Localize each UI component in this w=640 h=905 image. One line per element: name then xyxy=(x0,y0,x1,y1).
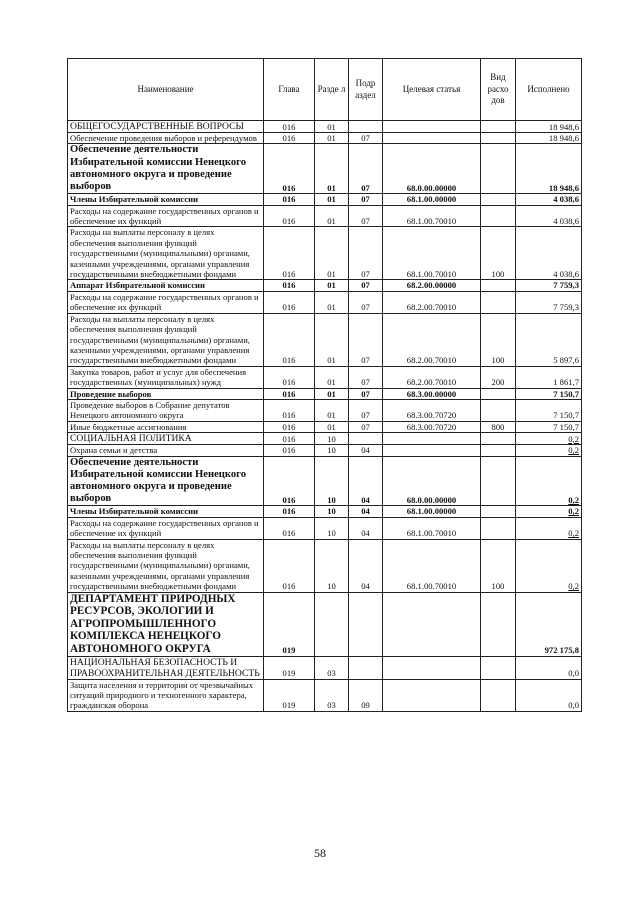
row-vid xyxy=(481,144,516,194)
row-tselevaya: 68.3.00.00000 xyxy=(383,388,481,399)
row-name: Члены Избирательной комиссии xyxy=(68,194,264,205)
row-ispolneno: 7 759,3 xyxy=(516,291,582,313)
row-razdel: 10 xyxy=(315,456,349,506)
row-tselevaya xyxy=(383,656,481,679)
row-glava: 016 xyxy=(264,313,315,366)
row-name: ДЕПАРТАМЕНТ ПРИРОДНЫХ РЕСУРСОВ, ЭКОЛОГИИ И АГРОПРОМЫШЛЕННОГО КОМПЛЕКСА НЕНЕЦКОГО АВТОНОМНОГО ОКРУГА xyxy=(68,592,264,656)
row-ispolneno: 7 150,7 xyxy=(516,399,582,421)
header-tselevaya: Целевая статья xyxy=(383,59,481,121)
table-row xyxy=(68,399,582,421)
row-name: Проведение выборов xyxy=(68,388,264,399)
row-podrazdel: 07 xyxy=(349,313,383,366)
row-razdel: 01 xyxy=(315,313,349,366)
row-ispolneno: 0,2 xyxy=(516,456,582,506)
row-glava: 016 xyxy=(264,366,315,388)
row-ispolneno: 18 948,6 xyxy=(516,133,582,144)
row-name: Расходы на содержание государственных органов и обеспечение их функций xyxy=(68,291,264,313)
table-row xyxy=(68,313,582,366)
row-razdel: 01 xyxy=(315,194,349,205)
row-tselevaya: 68.2.00.70010 xyxy=(383,313,481,366)
row-tselevaya xyxy=(383,592,481,656)
row-ispolneno: 7 759,3 xyxy=(516,280,582,291)
table-row xyxy=(68,227,582,280)
row-ispolneno: 4 038,6 xyxy=(516,227,582,280)
row-podrazdel: 04 xyxy=(349,445,383,456)
row-vid xyxy=(481,205,516,227)
row-glava: 016 xyxy=(264,539,315,592)
row-glava: 016 xyxy=(264,456,315,506)
row-ispolneno: 7 150,7 xyxy=(516,388,582,399)
row-razdel: 01 xyxy=(315,133,349,144)
row-razdel: 10 xyxy=(315,506,349,517)
row-razdel: 10 xyxy=(315,517,349,539)
row-ispolneno: 0,2 xyxy=(516,433,582,445)
row-tselevaya: 68.1.00.70010 xyxy=(383,227,481,280)
row-vid xyxy=(481,291,516,313)
row-ispolneno: 4 038,6 xyxy=(516,205,582,227)
table-row xyxy=(68,433,582,445)
row-ispolneno: 18 948,6 xyxy=(516,121,582,133)
row-tselevaya: 68.1.00.70010 xyxy=(383,517,481,539)
row-razdel: 01 xyxy=(315,144,349,194)
row-razdel: 01 xyxy=(315,280,349,291)
row-vid xyxy=(481,679,516,711)
row-ispolneno: 1 861,7 xyxy=(516,366,582,388)
row-tselevaya: 68.3.00.70720 xyxy=(383,399,481,421)
row-podrazdel: 07 xyxy=(349,291,383,313)
row-podrazdel xyxy=(349,433,383,445)
row-tselevaya: 68.1.00.70010 xyxy=(383,539,481,592)
row-vid xyxy=(481,433,516,445)
row-glava: 016 xyxy=(264,121,315,133)
row-glava: 016 xyxy=(264,227,315,280)
row-ispolneno: 0,2 xyxy=(516,445,582,456)
row-razdel xyxy=(315,592,349,656)
row-podrazdel: 07 xyxy=(349,227,383,280)
row-razdel: 01 xyxy=(315,399,349,421)
row-podrazdel: 04 xyxy=(349,506,383,517)
row-podrazdel xyxy=(349,121,383,133)
row-tselevaya xyxy=(383,121,481,133)
row-glava: 019 xyxy=(264,656,315,679)
row-razdel: 01 xyxy=(315,227,349,280)
row-tselevaya: 68.3.00.70720 xyxy=(383,421,481,432)
row-name: СОЦИАЛЬНАЯ ПОЛИТИКА xyxy=(68,433,264,445)
row-razdel: 01 xyxy=(315,388,349,399)
row-name: Расходы на содержание государственных органов и обеспечение их функций xyxy=(68,517,264,539)
row-ispolneno: 0,0 xyxy=(516,656,582,679)
table-row xyxy=(68,445,582,456)
row-name: Расходы на выплаты персоналу в целях обеспечения выполнения функций государственными (муниципальными) органами, казенными учреждениями, органами управления государственными внебюджетными фондами xyxy=(68,227,264,280)
row-tselevaya xyxy=(383,679,481,711)
row-podrazdel xyxy=(349,592,383,656)
table-row xyxy=(68,366,582,388)
row-glava: 016 xyxy=(264,280,315,291)
header-ispolneno: Исполнено xyxy=(516,59,582,121)
table-row xyxy=(68,592,582,656)
row-ispolneno: 0,2 xyxy=(516,506,582,517)
table-row xyxy=(68,133,582,144)
row-glava: 016 xyxy=(264,194,315,205)
table-row xyxy=(68,517,582,539)
row-glava: 019 xyxy=(264,679,315,711)
row-glava: 016 xyxy=(264,421,315,432)
row-name: Обеспечение деятельности Избирательной комиссии Ненецкого автономного округа и проведение выборов xyxy=(68,144,264,194)
header-vid: Вид расхо дов xyxy=(481,59,516,121)
row-name: Защита населения и территории от чрезвычайных ситуаций природного и техногенного характера, гражданская оборона xyxy=(68,679,264,711)
row-vid xyxy=(481,194,516,205)
row-name: ОБЩЕГОСУДАРСТВЕННЫЕ ВОПРОСЫ xyxy=(68,121,264,133)
row-name: Обеспечение деятельности Избирательной комиссии Ненецкого автономного округа и проведение выборов xyxy=(68,456,264,506)
row-name: Закупка товаров, работ и услуг для обеспечения государственных (муниципальных) нужд xyxy=(68,366,264,388)
row-podrazdel: 07 xyxy=(349,280,383,291)
table-row xyxy=(68,506,582,517)
row-ispolneno: 972 175,8 xyxy=(516,592,582,656)
row-razdel: 10 xyxy=(315,433,349,445)
row-razdel: 01 xyxy=(315,421,349,432)
row-razdel: 01 xyxy=(315,205,349,227)
row-razdel: 03 xyxy=(315,656,349,679)
row-name: Обеспечение проведения выборов и референдумов xyxy=(68,133,264,144)
row-glava: 016 xyxy=(264,144,315,194)
table-row xyxy=(68,388,582,399)
row-podrazdel: 07 xyxy=(349,388,383,399)
row-razdel: 03 xyxy=(315,679,349,711)
table-row xyxy=(68,194,582,205)
row-glava: 016 xyxy=(264,445,315,456)
header-glava: Глава xyxy=(264,59,315,121)
row-glava: 016 xyxy=(264,506,315,517)
budget-table xyxy=(67,58,582,712)
row-ispolneno: 7 150,7 xyxy=(516,421,582,432)
row-glava: 016 xyxy=(264,133,315,144)
row-razdel: 01 xyxy=(315,366,349,388)
row-ispolneno: 5 897,6 xyxy=(516,313,582,366)
row-podrazdel: 09 xyxy=(349,679,383,711)
row-podrazdel: 07 xyxy=(349,133,383,144)
row-glava: 016 xyxy=(264,291,315,313)
row-glava: 016 xyxy=(264,388,315,399)
row-tselevaya xyxy=(383,433,481,445)
row-tselevaya xyxy=(383,133,481,144)
row-vid xyxy=(481,656,516,679)
row-tselevaya: 68.2.00.70010 xyxy=(383,366,481,388)
row-podrazdel: 07 xyxy=(349,421,383,432)
row-tselevaya: 68.2.00.70010 xyxy=(383,291,481,313)
row-vid xyxy=(481,456,516,506)
row-tselevaya: 68.1.00.00000 xyxy=(383,506,481,517)
row-tselevaya: 68.1.00.70010 xyxy=(383,205,481,227)
row-razdel: 10 xyxy=(315,445,349,456)
row-name: Расходы на выплаты персоналу в целях обеспечения выполнения функций государственными (муниципальными) органами, казенными учреждениями, органами управления государственными внебюджетными фондами xyxy=(68,539,264,592)
row-vid xyxy=(481,399,516,421)
row-glava: 016 xyxy=(264,517,315,539)
row-tselevaya xyxy=(383,445,481,456)
header-name: Наименование xyxy=(68,59,264,121)
row-ispolneno: 0,2 xyxy=(516,539,582,592)
row-tselevaya: 68.2.00.00000 xyxy=(383,280,481,291)
row-name: Аппарат Избирательной комиссии xyxy=(68,280,264,291)
row-name: Расходы на содержание государственных органов и обеспечение их функций xyxy=(68,205,264,227)
row-vid: 800 xyxy=(481,421,516,432)
table-row xyxy=(68,539,582,592)
row-podrazdel: 07 xyxy=(349,194,383,205)
row-name: Охрана семьи и детства xyxy=(68,445,264,456)
row-vid xyxy=(481,388,516,399)
row-vid: 100 xyxy=(481,227,516,280)
row-podrazdel: 04 xyxy=(349,456,383,506)
row-vid xyxy=(481,517,516,539)
row-vid: 100 xyxy=(481,539,516,592)
row-vid xyxy=(481,592,516,656)
row-vid xyxy=(481,506,516,517)
row-glava: 016 xyxy=(264,399,315,421)
row-razdel: 01 xyxy=(315,121,349,133)
row-name: Члены Избирательной комиссии xyxy=(68,506,264,517)
row-name: НАЦИОНАЛЬНАЯ БЕЗОПАСНОСТЬ И ПРАВООХРАНИТЕЛЬНАЯ ДЕЯТЕЛЬНОСТЬ xyxy=(68,656,264,679)
row-name: Расходы на выплаты персоналу в целях обеспечения выполнения функций государственными (муниципальными) органами, казенными учреждениями, органами управления государственными внебюджетными фондами xyxy=(68,313,264,366)
table-row xyxy=(68,421,582,432)
table-row xyxy=(68,679,582,711)
row-tselevaya: 68.1.00.00000 xyxy=(383,194,481,205)
row-podrazdel: 07 xyxy=(349,205,383,227)
table-row xyxy=(68,291,582,313)
row-vid xyxy=(481,280,516,291)
row-tselevaya: 68.0.00.00000 xyxy=(383,144,481,194)
row-podrazdel xyxy=(349,656,383,679)
row-ispolneno: 0,0 xyxy=(516,679,582,711)
table-header-row xyxy=(68,59,582,121)
row-vid xyxy=(481,133,516,144)
table-row xyxy=(68,456,582,506)
row-tselevaya: 68.0.00.00000 xyxy=(383,456,481,506)
table-row xyxy=(68,205,582,227)
table-row xyxy=(68,144,582,194)
row-ispolneno: 18 948,6 xyxy=(516,144,582,194)
row-glava: 019 xyxy=(264,592,315,656)
row-podrazdel: 04 xyxy=(349,517,383,539)
row-razdel: 01 xyxy=(315,291,349,313)
row-podrazdel: 07 xyxy=(349,366,383,388)
row-glava: 016 xyxy=(264,433,315,445)
row-glava: 016 xyxy=(264,205,315,227)
page-number: 58 xyxy=(314,846,326,860)
row-vid: 100 xyxy=(481,313,516,366)
row-name: Проведение выборов в Собрание депутатов Ненецкого автономного округа xyxy=(68,399,264,421)
table-row xyxy=(68,280,582,291)
row-ispolneno: 0,2 xyxy=(516,517,582,539)
row-vid: 200 xyxy=(481,366,516,388)
row-podrazdel: 07 xyxy=(349,399,383,421)
row-vid xyxy=(481,121,516,133)
header-podrazdel: Подр аздел xyxy=(349,59,383,121)
row-podrazdel: 07 xyxy=(349,144,383,194)
row-podrazdel: 04 xyxy=(349,539,383,592)
row-name: Иные бюджетные ассигнования xyxy=(68,421,264,432)
header-razdel: Разде л xyxy=(315,59,349,121)
row-vid xyxy=(481,445,516,456)
row-razdel: 10 xyxy=(315,539,349,592)
table-row xyxy=(68,656,582,679)
table-row xyxy=(68,121,582,133)
row-ispolneno: 4 038,6 xyxy=(516,194,582,205)
